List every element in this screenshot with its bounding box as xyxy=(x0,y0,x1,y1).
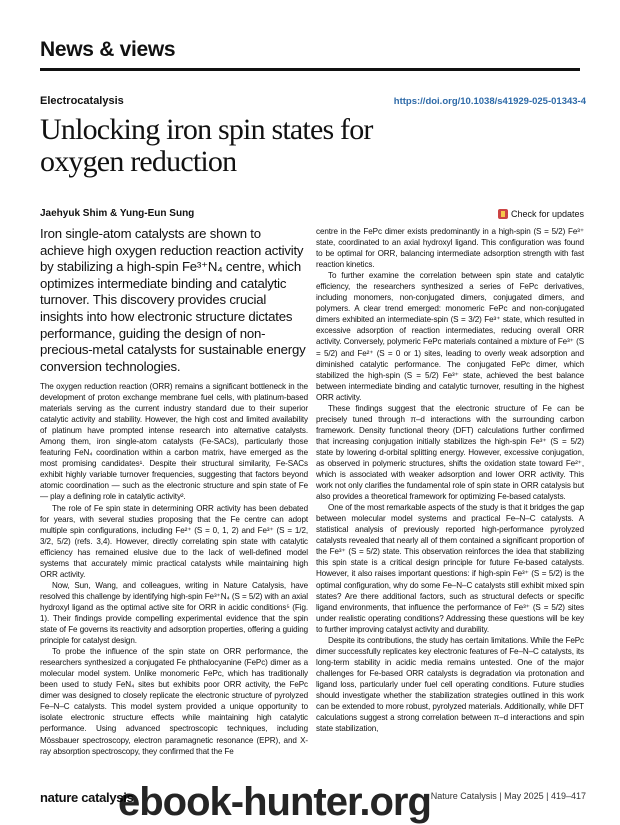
doi-link[interactable]: https://doi.org/10.1038/s41929-025-01343-4 xyxy=(393,96,586,107)
body-column-left xyxy=(40,381,308,757)
section-brand: News & views xyxy=(40,38,176,61)
header-rule xyxy=(40,68,580,71)
paragraph: To further examine the correlation between spin state and catalytic efficiency, the researchers synthesized a series of FePc derivatives, including monomers, non-conjugated dimers, conjugated dimers, and polymers. A clear trend emerged: monomeric FePc and non-conjugated dimers exhibited an intermediate-spin (S = 3/2) Fe³⁺ state, which resulted in excessive adsorption of reaction intermediates, reducing overall ORR activity. Conversely, polymeric FePc materials contained a mixture of Fe³⁺ (S = 5/2) and Fe²⁺ (S = 0 or 1) sites, leading to overly weak adsorption and diminished catalytic performance. The conjugated FePc dimer, which stabilized the high-spin (S = 5/2) Fe³⁺ state, achieved the best balance between intermediate binding and catalytic turnover, resulting in the highest ORR activity. xyxy=(316,271,584,402)
check-updates-icon xyxy=(498,209,508,219)
paragraph: One of the most remarkable aspects of the study is that it bridges the gap between molecular model systems and practical Fe–N–C catalysts. A statistical analysis of previously reported high-performance pyrolyzed catalysts revealed that nearly all of them contained a significant proportion of the Fe³⁺ (S = 5/2) state. This observation reinforces the idea that stabilizing this spin state is a critical design principle for future Fe-based catalysts. However, it also raises important questions: if high-spin Fe³⁺ (S = 5/2) is the optimal configuration, why do some Fe–N–C catalysts still exhibit mixed spin states? Are there additional factors, such as structural defects or specific ligand environments, that influence the performance of Fe³⁺ (S = 5/2) sites under realistic operating conditions? Addressing these questions will be key to further improving catalyst activity and durability. xyxy=(316,503,584,634)
journal-logo: nature catalysis xyxy=(40,790,134,805)
authors: Jaehyuk Shim & Yung-Eun Sung xyxy=(40,208,195,219)
check-updates-label: Check for updates xyxy=(510,209,584,219)
paragraph: Now, Sun, Wang, and colleagues, writing in Nature Catalysis, have resolved this challenge by identifying high-spin Fe³⁺N₄ (S = 5/2) with an axial hydroxyl ligand as the optimal active site for ORR in acidic conditions⁵ (Fig. 1). Their findings provide compelling experimental evidence that the spin state of Fe governs its reactivity and adsorption properties, offering a guiding principle for catalyst design. xyxy=(40,580,308,646)
section-label: Electrocatalysis xyxy=(40,95,124,107)
paragraph: The oxygen reduction reaction (ORR) remains a significant bottleneck in the development of proton exchange membrane fuel cells, with platinum-based materials serving as the current industry standard due to their superior catalytic activity and stability. However, the high cost and limited availability of platinum have prompted intense research into alternative catalysts. Among them, iron single-atom catalysts (Fe-SACs), particularly those featuring FeN₄ coordination within a carbon matrix, have emerged as the most promising candidates¹. Despite their structural similarity, Fe-SACs exhibit highly variable turnover frequencies, suggesting that factors beyond atomic coordination — such as the electronic structure and spin state of Fe — play a defining role in catalytic activity². xyxy=(40,382,308,502)
body-column-right xyxy=(316,226,584,734)
paragraph: Despite its contributions, the study has certain limitations. While the FePc dimer successfully replicates key electronic features of Fe–N–C catalysts, its long-term stability in acidic media remains untested. One of the major challenges for Fe-based ORR catalysts is degradation via protonation and ligand loss, particularly under fuel cell operating conditions. Future studies should investigate whether the stabilization strategies outlined in this work can be extended to more robust, pyrolyzed materials. Additionally, while DFT calculations suggest a strong correlation between π–d interactions and spin state stabilization, xyxy=(316,635,584,734)
paragraph: These findings suggest that the electronic structure of Fe can be precisely tuned through π–d interactions with the surrounding carbon framework. Density functional theory (DFT) calculations further confirmed that increasing conjugation initially stabilizes the high-spin Fe³⁺ (S = 5/2) state by lowering d-orbital splitting energy. However, excessive conjugation, as observed in polymeric structures, shifts the oxidation state toward Fe²⁺, which is associated with weaker adsorption and lower ORR activity. This work not only clarifies the fundamental role of spin state in ORR catalysis but also provides a theoretical framework for optimizing Fe-based catalysts. xyxy=(316,403,584,502)
check-updates-button[interactable] xyxy=(498,209,584,219)
page-info: Nature Catalysis | May 2025 | 419–417 xyxy=(430,791,586,801)
paragraph: centre in the FePc dimer exists predominantly in a high-spin (S = 5/2) Fe³⁺ state, coordinated to an axial hydroxyl ligand. This configuration was found to be optimal for ORR, balancing intermediate adsorption strength with fast reaction kinetics. xyxy=(316,227,584,270)
watermark: ebook-hunter.org xyxy=(118,780,431,824)
standfirst: Iron single-atom catalysts are shown to achieve high oxygen reduction reaction activity by stabilizing a high-spin Fe³⁺N₄ centre, which optimizes intermediate binding and catalytic turnover. This discovery provides crucial insights into how electronic structure dictates performance, guiding the design of non-precious-metal catalysts for sustainable energy conversion technologies. xyxy=(40,226,306,374)
article-title: Unlocking iron spin states for oxygen reduction xyxy=(40,113,373,178)
paragraph: The role of Fe spin state in determining ORR activity has been debated for years, with several studies proposing that the Fe centre can adopt multiple spin configurations, including Fe²⁺ (S = 0, 1, 2) and Fe³⁺ (S = 1/2, 3/2, 5/2) (refs. 3,4). However, directly correlating spin state with catalytic efficiency has remained elusive due to the lack of well-defined model systems that accurately mimic practical catalysts while maintaining high ORR activity. xyxy=(40,503,308,579)
paragraph: To probe the influence of the spin state on ORR performance, the researchers synthesized a conjugated Fe phthalocyanine (FePc) dimer as a molecular model system. Unlike monomeric FePc, which has traditionally been used to study FeN₄ sites but exhibits poor ORR activity, the FePc dimer was designed to closely replicate the electronic structure of pyrolyzed Fe–N–C catalysts. This model system provided a unique opportunity to isolate electronic structure effects while maintaining high catalytic performance. Using advanced spectroscopic techniques, including Mössbauer spectroscopy, electron paramagnetic resonance (EPR), and X-ray absorption spectroscopy, they confirmed that the Fe xyxy=(40,647,308,756)
